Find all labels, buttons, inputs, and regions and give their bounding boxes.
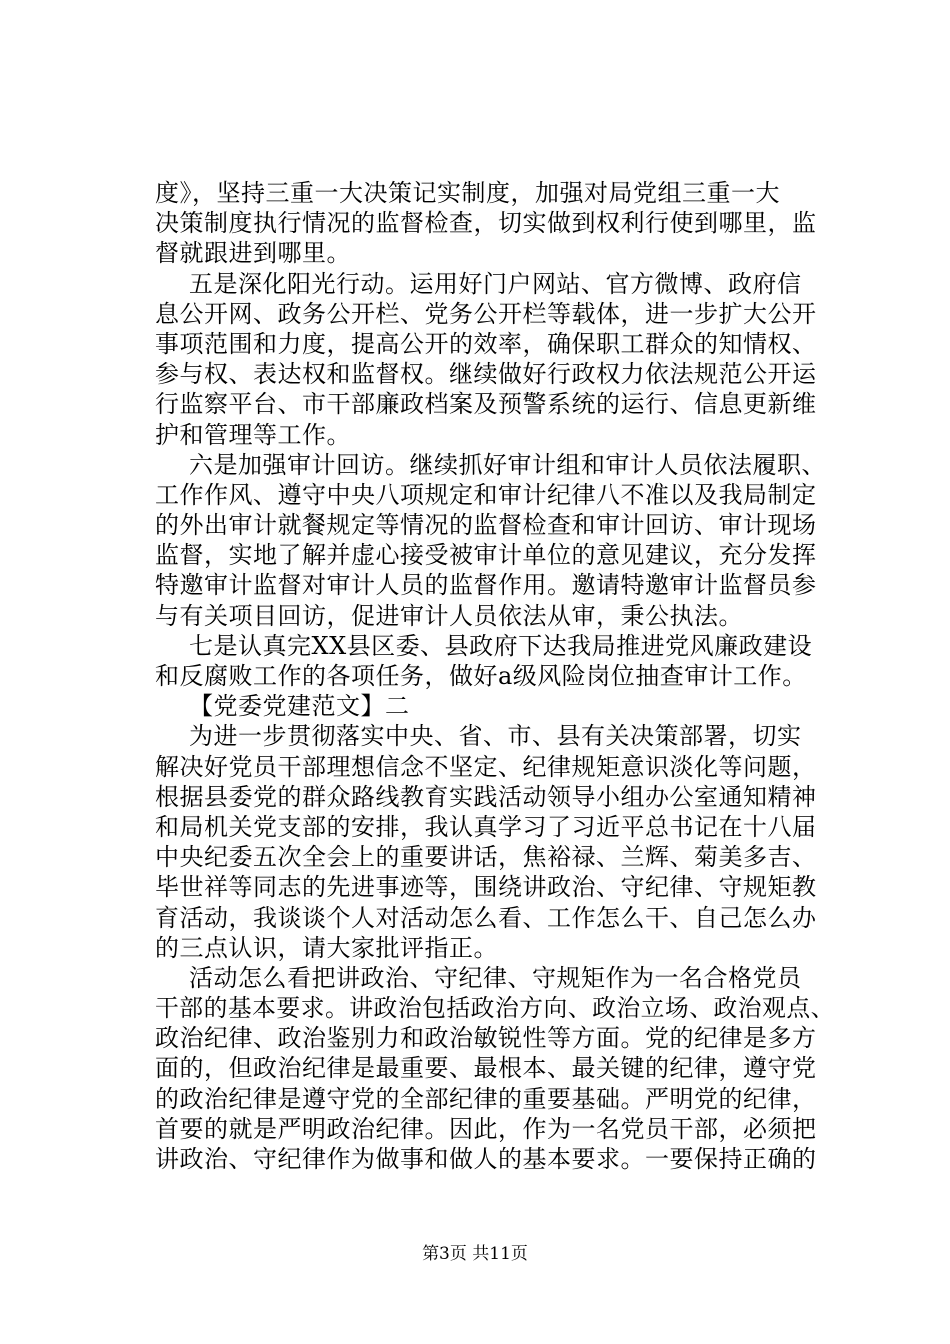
- text-line: 中央纪委五次全会上的重要讲话，焦裕禄、兰辉、菊美多吉、: [155, 843, 817, 872]
- text-line: 的外出审计就餐规定等情况的监督检查和审计回访、审计现场: [155, 511, 817, 540]
- text-line: 活动怎么看把讲政治、守纪律、守规矩作为一名合格党员: [189, 963, 802, 992]
- text-line: 毕世祥等同志的先进事迹等，围绕讲政治、守纪律、守规矩教: [155, 873, 817, 902]
- text-line: 与有关项目回访，促进审计人员依法从审，秉公执法。: [155, 601, 743, 630]
- text-line: 监督，实地了解并虚心接受被审计单位的意见建议，充分发挥: [155, 541, 817, 570]
- text-line: 行监察平台、市干部廉政档案及预警系统的运行、信息更新维: [155, 390, 817, 419]
- page-number-footer: 第3页 共11页: [422, 1244, 528, 1264]
- text-line: 决策制度执行情况的监督检查，切实做到权利行使到哪里，监: [155, 209, 817, 238]
- text-line: 首要的就是严明政治纪律。因此，作为一名党员干部，必须把: [155, 1114, 817, 1143]
- text-line: 息公开网、政务公开栏、党务公开栏等载体，进一步扩大公开: [155, 299, 817, 328]
- text-line: 【党委党建范文】二: [189, 692, 410, 721]
- text-line: 督就跟进到哪里。: [155, 239, 351, 268]
- text-line: 的三点认识，请大家批评指正。: [155, 933, 498, 962]
- text-line: 的政治纪律是遵守党的全部纪律的重要基础。严明党的纪律，: [155, 1084, 817, 1113]
- text-line: 面的，但政治纪律是最重要、最根本、最关键的纪律，遵守党: [155, 1054, 817, 1083]
- text-line: 工作作风、遵守中央八项规定和审计纪律八不准以及我局制定: [155, 480, 817, 509]
- text-line: 和局机关党支部的安排，我认真学习了习近平总书记在十八届: [155, 812, 817, 841]
- document-body: [155, 178, 835, 1174]
- text-line: 干部的基本要求。讲政治包括政治方向、政治立场、政治观点、: [155, 994, 835, 1023]
- text-line: 特邀审计监督对审计人员的监督作用。邀请特邀审计监督员参: [155, 571, 817, 600]
- text-line: 和反腐败工作的各项任务，做好a级风险岗位抽查审计工作。: [155, 662, 807, 690]
- text-line: 育活动，我谈谈个人对活动怎么看、工作怎么干、自己怎么办: [155, 903, 817, 932]
- text-line: 七是认真完XX县区委、县政府下达我局推进党风廉政建设: [189, 631, 813, 660]
- text-line: 六是加强审计回访。继续抓好审计组和审计人员依法履职、: [189, 450, 826, 479]
- text-line: 护和管理等工作。: [155, 420, 351, 449]
- text-line: 五是深化阳光行动。运用好门户网站、官方微博、政府信: [189, 269, 802, 298]
- text-line: 度》，坚持三重一大决策记实制度，加强对局党组三重一大: [155, 179, 780, 207]
- text-line: 政治纪律、政治鉴别力和政治敏锐性等方面。党的纪律是多方: [155, 1024, 817, 1053]
- text-line: 事项范围和力度，提高公开的效率，确保职工群众的知情权、: [155, 329, 817, 358]
- text-line: 讲政治、守纪律作为做事和做人的基本要求。一要保持正确的: [155, 1145, 817, 1173]
- text-line: 为进一步贯彻落实中央、省、市、县有关决策部署，切实: [189, 722, 802, 751]
- text-line: 根据县委党的群众路线教育实践活动领导小组办公室通知精神: [155, 782, 817, 811]
- text-line: 解决好党员干部理想信念不坚定、纪律规矩意识淡化等问题，: [155, 752, 817, 781]
- text-line: 参与权、表达权和监督权。继续做好行政权力依法规范公开运: [155, 360, 817, 389]
